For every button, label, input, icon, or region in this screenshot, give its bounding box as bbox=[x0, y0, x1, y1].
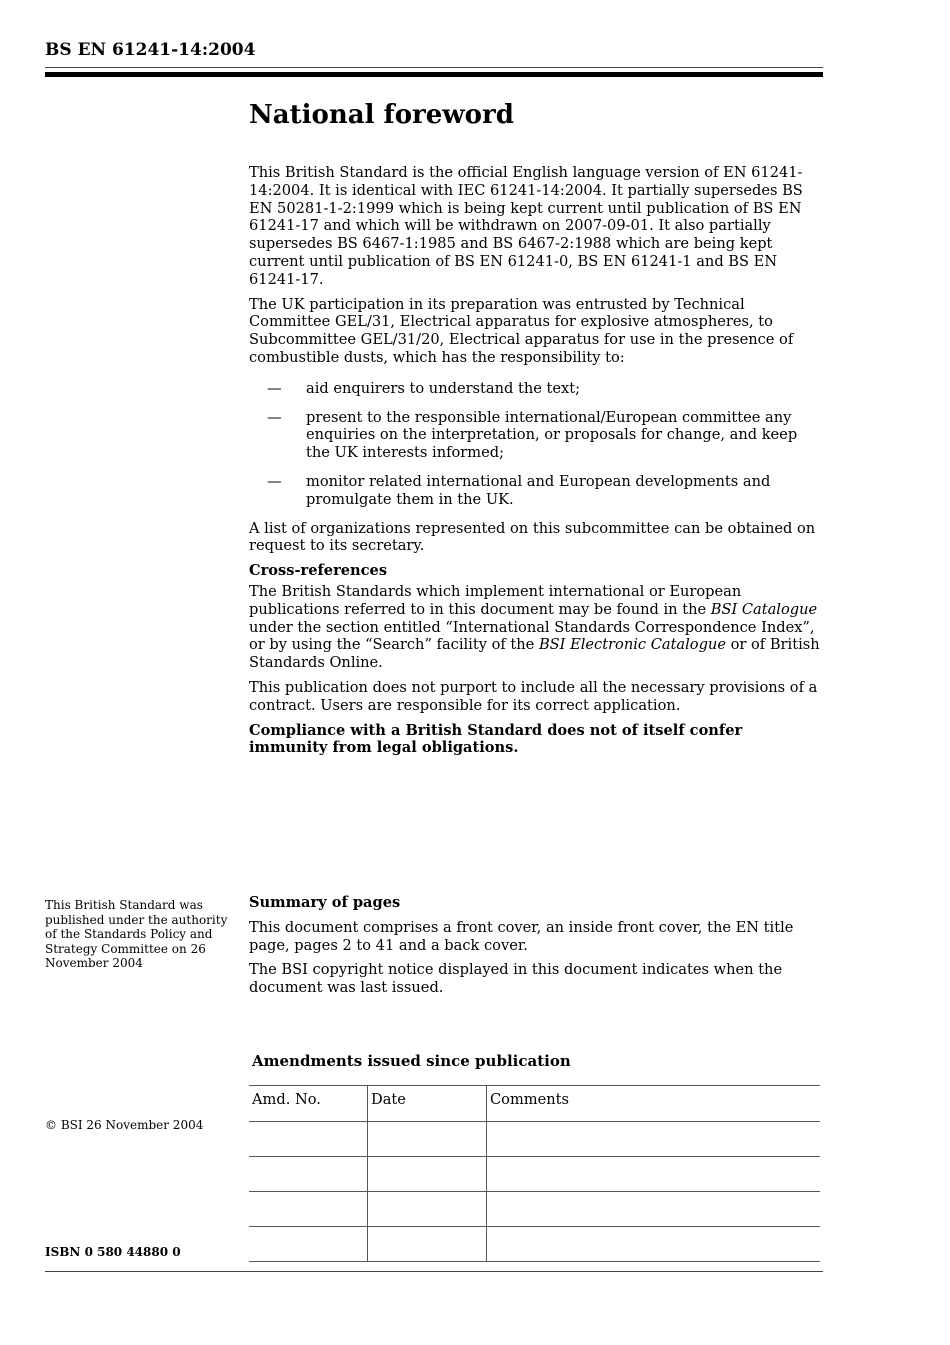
bsi-electronic-catalogue-ref: BSI Electronic Catalogue bbox=[538, 636, 726, 654]
paragraph-organizations: A list of organizations represented on this subcommittee can be obtained on request to its secretary. bbox=[249, 519, 816, 555]
isbn: ISBN 0 580 44880 0 bbox=[45, 1245, 181, 1259]
table-cell bbox=[487, 1192, 821, 1227]
column-header-amd-no: Amd. No. bbox=[249, 1086, 368, 1122]
list-item-text: monitor related international and European developments and promulgate them in the UK. bbox=[306, 472, 771, 508]
bsi-catalogue-ref: BSI Catalogue bbox=[710, 600, 818, 618]
column-header-comments: Comments bbox=[487, 1086, 821, 1122]
table-row bbox=[249, 1192, 820, 1227]
copyright-notice: © BSI 26 November 2004 bbox=[45, 1118, 204, 1132]
foreword-body bbox=[249, 164, 824, 764]
summary-of-pages bbox=[249, 894, 824, 1004]
table-row bbox=[249, 1157, 820, 1192]
table-header-row bbox=[249, 1086, 820, 1122]
amendments-title: Amendments issued since publication bbox=[252, 1052, 571, 1070]
table-cell bbox=[487, 1157, 821, 1192]
table-cell bbox=[368, 1227, 487, 1262]
list-item bbox=[249, 473, 824, 509]
table-cell bbox=[249, 1192, 368, 1227]
amendments-table bbox=[249, 1085, 820, 1262]
list-item-text: present to the responsible international/European committee any enquiries on the interpretation, or proposals for change, and keep the UK interests informed; bbox=[306, 408, 798, 462]
header-rule-thick bbox=[45, 72, 823, 77]
footer-rule bbox=[45, 1271, 823, 1272]
dash-bullet: — bbox=[267, 379, 282, 397]
publication-note: This British Standard was published under the authority of the Standards Policy and Strategy Committee on 26 November 2004 bbox=[45, 898, 228, 971]
summary-paragraph: The BSI copyright notice displayed in this document indicates when the document was last issued. bbox=[249, 961, 783, 997]
column-header-date: Date bbox=[368, 1086, 487, 1122]
list-item bbox=[249, 409, 824, 462]
table-cell bbox=[487, 1227, 821, 1262]
summary-paragraph: This document comprises a front cover, an inside front cover, the EN title page, pages 2 to 41 and a back cover. bbox=[249, 918, 794, 954]
header-rule-thin bbox=[45, 67, 823, 68]
table-cell bbox=[368, 1122, 487, 1157]
table-cell bbox=[368, 1192, 487, 1227]
document-id: BS EN 61241-14:2004 bbox=[45, 40, 256, 60]
paragraph-participation: The UK participation in its preparation was entrusted by Technical Committee GEL/31, Electrical apparatus for explosive atmospheres, to Subcommittee GEL/31/20, Electrical apparatus for use in the presence of combustible dusts, which has the responsibility to: bbox=[249, 295, 794, 366]
paragraph-provisions: This publication does not purport to include all the necessary provisions of a contract. Users are responsible for its correct application. bbox=[249, 678, 818, 714]
page-title: National foreword bbox=[249, 100, 514, 130]
table-row bbox=[249, 1227, 820, 1262]
list-item-text: aid enquirers to understand the text; bbox=[306, 379, 581, 397]
table-cell bbox=[249, 1227, 368, 1262]
table-cell bbox=[249, 1157, 368, 1192]
dash-bullet: — bbox=[267, 408, 282, 426]
list-item bbox=[249, 380, 824, 398]
table-row bbox=[249, 1122, 820, 1157]
crossref-heading: Cross-references bbox=[249, 562, 388, 580]
paragraph-compliance: Compliance with a British Standard does not of itself confer immunity from legal obligations. bbox=[249, 721, 743, 757]
paragraph-intro: This British Standard is the official English language version of EN 61241-14:2004. It is identical with IEC 61241-14:2004. It partially supersedes BS EN 50281-1-2:1999 which is being kept current until publication of BS EN 61241-17 and which will be withdrawn on 2007-09-01. It also partially supersedes BS 6467-1:1985 and BS 6467-2:1988 which are being kept current until publication of BS EN 61241-0, BS EN 61241-1 and BS EN 61241-17. bbox=[249, 164, 803, 288]
table-cell bbox=[249, 1122, 368, 1157]
responsibility-list bbox=[249, 380, 824, 509]
summary-heading: Summary of pages bbox=[249, 894, 401, 911]
paragraph-crossref: The British Standards which implement international or European publications referred to in this document may be found in the BSI Catalogue under the section entitled “International Standards Correspondence Index”, or by using the “Search” facility of the BSI Electronic Catalogue or of British Standards Online. bbox=[249, 582, 820, 672]
table-cell bbox=[368, 1157, 487, 1192]
table-cell bbox=[487, 1122, 821, 1157]
dash-bullet: — bbox=[267, 472, 282, 490]
